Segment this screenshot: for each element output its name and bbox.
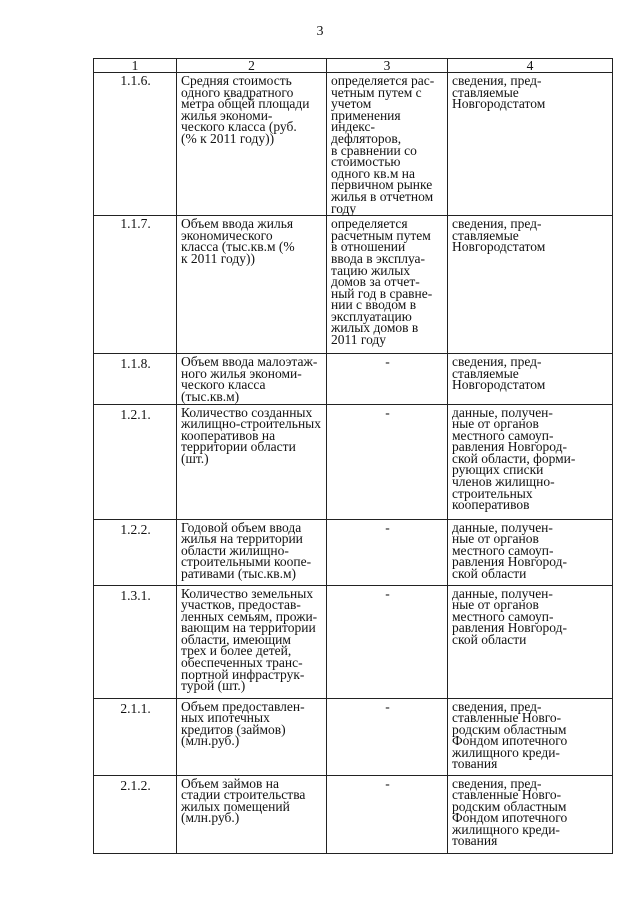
row-number: 1.2.2. <box>94 519 177 585</box>
column-header-2: 2 <box>177 59 327 73</box>
method-cell: - <box>327 404 448 519</box>
method-cell: - <box>327 775 448 853</box>
source-cell <box>448 216 613 354</box>
column-header-3: 3 <box>327 59 448 73</box>
table-row <box>94 216 613 354</box>
indicator-cell <box>177 585 327 698</box>
source-cell <box>448 73 613 216</box>
page-number: 3 <box>316 24 324 39</box>
method-text: определяется расчетным путем в отношении ввода в эксплуа- тацию жилых домов за отчет- ный год в сравне- нии с вводом в эксплуатацию жилых домов в 2011 году <box>331 216 433 348</box>
method-cell <box>327 73 448 216</box>
method-cell: - <box>327 585 448 698</box>
indicator-text: Годовой объем ввода жилья на территории области жилищно- строительными коопе- ративами (тыс.кв.м) <box>181 519 312 581</box>
table-row <box>94 519 613 585</box>
source-cell <box>448 585 613 698</box>
column-header-1: 1 <box>94 59 177 73</box>
source-text: данные, получен- ные от органов местного самоуп- равления Новгород- ской области <box>452 519 568 581</box>
indicator-text: Средняя стоимость одного квадратного метра общей площади жилья экономи- ческого класса (руб. (% к 2011 году)) <box>181 73 310 146</box>
source-text: сведения, пред- ставляемые Новгородстатом <box>452 216 546 255</box>
source-text: сведения, пред- ставленные Новго- родским областным Фондом ипотечного жилищного креди- тования <box>452 775 568 849</box>
method-text: определяется рас- четным путем с учетом применения индекс-дефляторов, в сравнении со стоимостью одного кв.м на первичном рынке жилья в отчетном году <box>331 73 435 216</box>
table-row <box>94 354 613 404</box>
indicator-cell <box>177 73 327 216</box>
row-number: 1.1.8. <box>94 354 177 404</box>
indicator-cell <box>177 354 327 404</box>
indicators-table <box>93 58 613 854</box>
source-text: сведения, пред- ставленные Новго- родским областным Фондом ипотечного жилищного креди- тования <box>452 698 568 772</box>
method-cell <box>327 216 448 354</box>
row-number: 2.1.1. <box>94 698 177 775</box>
table-header-row <box>94 59 613 73</box>
column-header-4: 4 <box>448 59 613 73</box>
indicator-text: Объем займов на стадии строительства жилых помещений (млн.руб.) <box>181 775 306 826</box>
indicator-text: Количество земельных участков, предостав- ленных семьям, прожи- вающим на территории области, имеющим трех и более детей, обеспеченных транс- портной инфраструк- турой (шт.) <box>181 585 318 694</box>
indicator-text: Объем ввода малоэтаж- ного жилья экономи- ческого класса (тыс.кв.м) <box>181 354 318 404</box>
source-cell <box>448 519 613 585</box>
table-row <box>94 73 613 216</box>
indicator-text: Объем предоставлен- ных ипотечных кредитов (займов) (млн.руб.) <box>181 698 305 749</box>
row-number: 2.1.2. <box>94 775 177 853</box>
table-row <box>94 404 613 519</box>
indicator-cell <box>177 519 327 585</box>
table-row <box>94 585 613 698</box>
row-number: 1.1.6. <box>94 73 177 216</box>
indicator-cell <box>177 775 327 853</box>
indicator-text: Количество созданных жилищно-строительных кооперативов на территории области (шт.) <box>181 404 321 466</box>
source-cell <box>448 404 613 519</box>
table-row <box>94 775 613 853</box>
method-cell: - <box>327 354 448 404</box>
row-number: 1.1.7. <box>94 216 177 354</box>
source-text: данные, получен- ные от органов местного самоуп- равления Новгород- ской области, форми- рующих списки членов жилищно- строительных кооперативов <box>452 404 576 513</box>
source-text: сведения, пред- ставляемые Новгородстатом <box>452 354 546 393</box>
indicator-cell <box>177 404 327 519</box>
method-cell: - <box>327 698 448 775</box>
source-cell <box>448 775 613 853</box>
indicator-cell <box>177 698 327 775</box>
indicator-text: Объем ввода жилья экономического класса (тыс.кв.м (% к 2011 году)) <box>181 216 295 266</box>
table-row <box>94 698 613 775</box>
indicator-cell <box>177 216 327 354</box>
source-cell <box>448 354 613 404</box>
source-cell <box>448 698 613 775</box>
method-cell: - <box>327 519 448 585</box>
source-text: сведения, пред- ставляемые Новгородстатом <box>452 73 546 112</box>
source-text: данные, получен- ные от органов местного самоуп- равления Новгород- ской области <box>452 585 568 647</box>
row-number: 1.3.1. <box>94 585 177 698</box>
row-number: 1.2.1. <box>94 404 177 519</box>
